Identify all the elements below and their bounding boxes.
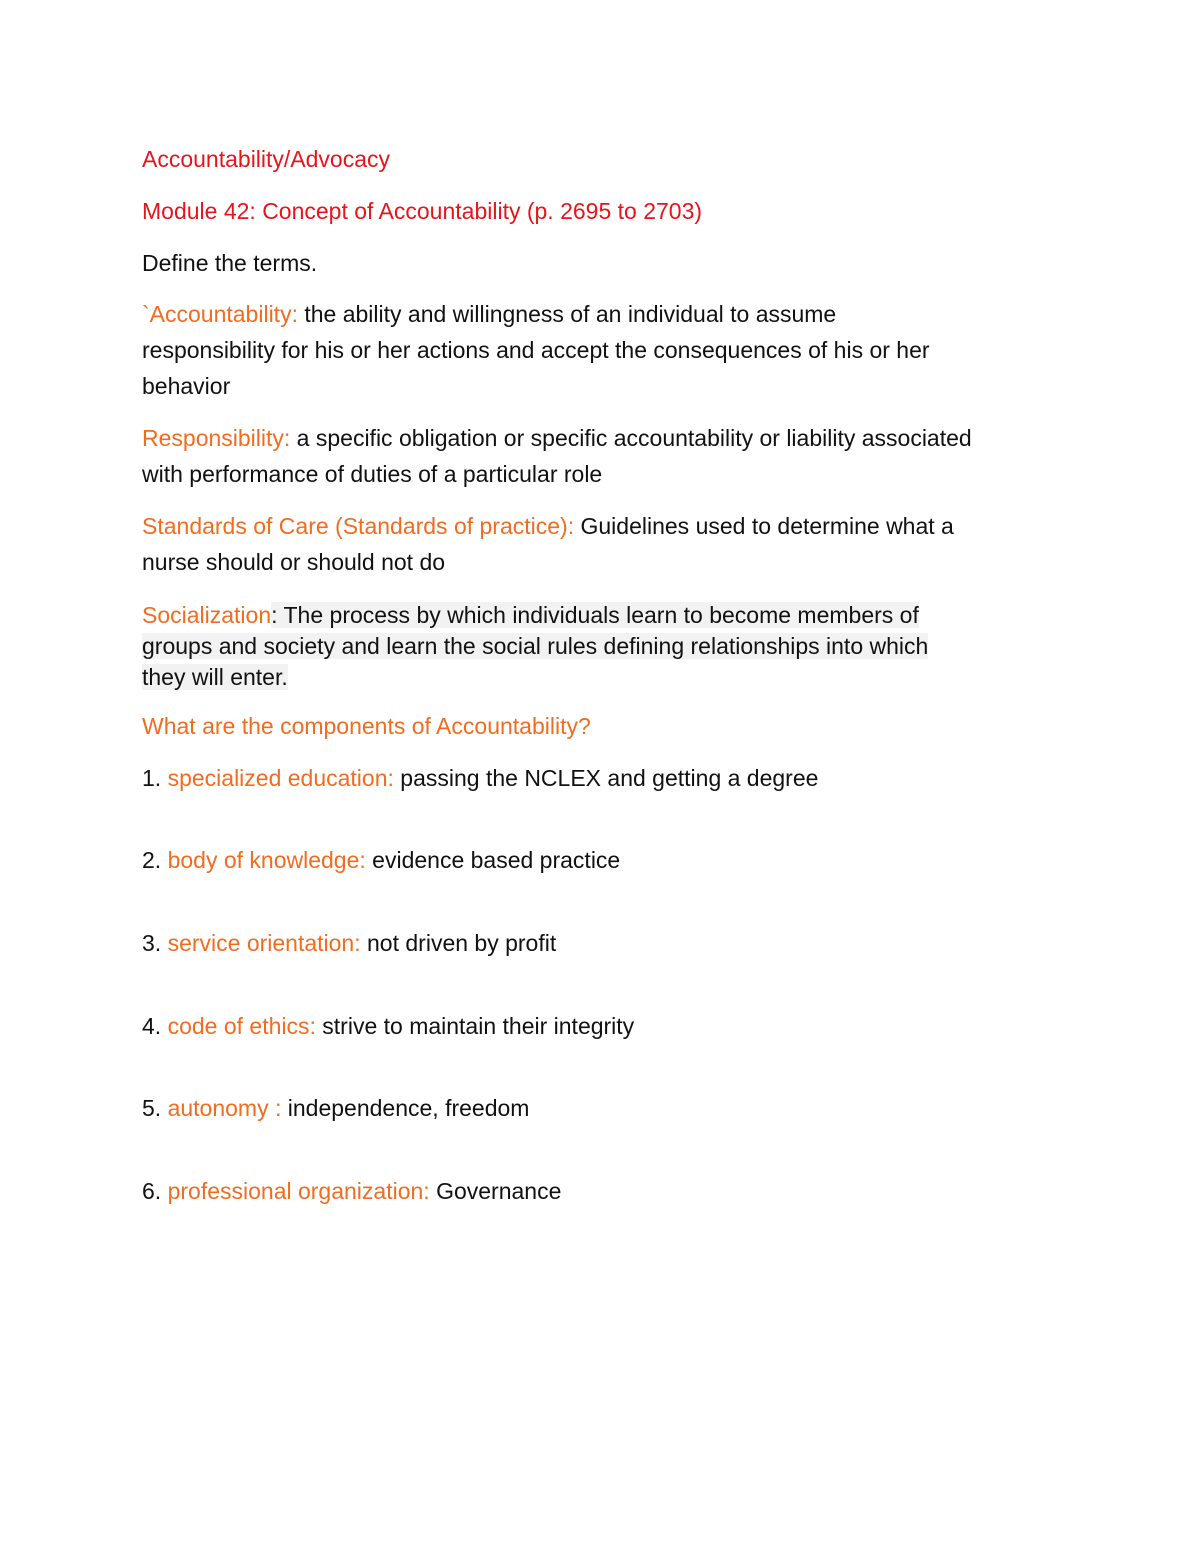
list-item: [142, 1176, 561, 1206]
component-description: Governance: [429, 1178, 562, 1204]
list-number: 3.: [142, 930, 168, 956]
components-question: What are the components of Accountability?: [142, 713, 591, 739]
module-heading: Module 42: Concept of Accountability (p. 2695 to 2703): [142, 198, 703, 224]
component-label: body of knowledge:: [167, 847, 366, 873]
term-definition-line: they will enter.: [142, 664, 288, 690]
component-label: code of ethics:: [167, 1013, 316, 1039]
term-label: Socialization: [142, 602, 272, 628]
term-definition-line: responsibility for his or her actions and accept the consequences of his or her: [142, 337, 930, 363]
term-accountability: [142, 296, 1102, 404]
component-label: specialized education:: [167, 765, 394, 791]
term-socialization: [142, 600, 1102, 693]
component-description: independence, freedom: [281, 1095, 530, 1121]
instruction-text: Define the terms.: [142, 250, 318, 276]
component-description: strive to maintain their integrity: [315, 1013, 635, 1039]
list-item: [142, 928, 556, 958]
component-label: service orientation:: [167, 930, 361, 956]
term-label: Responsibility:: [142, 425, 291, 451]
term-definition: Guidelines used to determine what a: [574, 513, 954, 539]
term-definition: the ability and willingness of an individual to assume: [297, 301, 837, 327]
list-number: 6.: [142, 1178, 168, 1204]
list-item: [142, 1011, 634, 1041]
term-definition: a specific obligation or specific accountability or liability associated: [290, 425, 972, 451]
component-label: professional organization:: [167, 1178, 430, 1204]
component-description: passing the NCLEX and getting a degree: [393, 765, 819, 791]
list-number: 4.: [142, 1013, 168, 1039]
document-title: Accountability/Advocacy: [142, 146, 391, 172]
component-label: autonomy :: [167, 1095, 282, 1121]
term-definition: : The process by which individuals learn to become members of: [271, 602, 919, 628]
term-definition-line: behavior: [142, 373, 231, 399]
list-item: [142, 1093, 529, 1123]
term-responsibility: [142, 420, 1102, 492]
term-label: `Accountability:: [142, 301, 298, 327]
term-definition-line: with performance of duties of a particular role: [142, 461, 603, 487]
list-number: 2.: [142, 847, 168, 873]
component-description: evidence based practice: [365, 847, 621, 873]
component-description: not driven by profit: [360, 930, 557, 956]
term-standards-of-care: [142, 508, 1102, 580]
list-number: 1.: [142, 765, 168, 791]
list-item: [142, 845, 620, 875]
term-definition-line: groups and society and learn the social rules defining relationships into which: [142, 633, 929, 659]
term-definition-line: nurse should or should not do: [142, 549, 446, 575]
list-number: 5.: [142, 1095, 168, 1121]
list-item: [142, 763, 818, 793]
term-label: Standards of Care (Standards of practice):: [142, 513, 575, 539]
